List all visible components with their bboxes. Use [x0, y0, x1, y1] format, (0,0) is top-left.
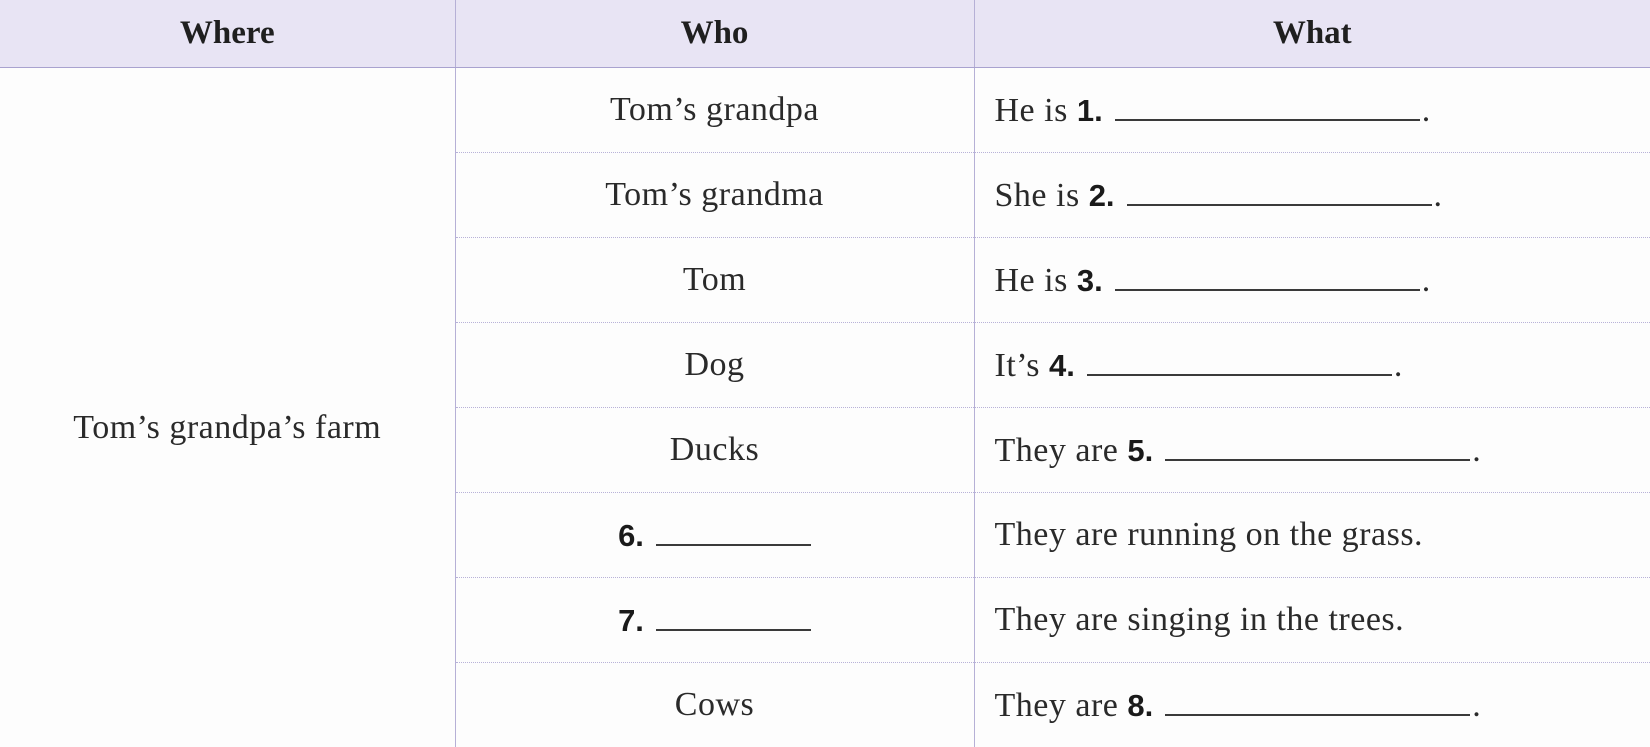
blank-number: 1.: [1077, 93, 1103, 128]
blank-number: 7.: [618, 603, 644, 638]
what-prefix: She is: [995, 177, 1080, 214]
answer-blank[interactable]: [1165, 431, 1470, 461]
sentence-period: .: [1422, 92, 1431, 129]
header-who: Who: [455, 0, 974, 68]
who-cell: Dog: [455, 323, 974, 408]
answer-blank[interactable]: [1115, 91, 1420, 121]
header-row: [0, 0, 1650, 68]
what-cell: [974, 663, 1650, 747]
what-prefix: It’s: [995, 347, 1040, 384]
blank-number: 8.: [1127, 688, 1153, 723]
blank-number: 2.: [1089, 178, 1115, 213]
who-blank-group: [618, 516, 811, 555]
sentence-period: .: [1434, 177, 1443, 214]
where-cell: Tom’s grandpa’s farm: [0, 68, 455, 747]
sentence-period: .: [1422, 262, 1431, 299]
header-what: What: [974, 0, 1650, 68]
what-prefix: They are: [995, 432, 1119, 469]
what-cell: [974, 238, 1650, 323]
answer-blank[interactable]: [1115, 261, 1420, 291]
what-cell: [974, 153, 1650, 238]
blank-number: 3.: [1077, 263, 1103, 298]
answer-blank[interactable]: [656, 516, 811, 546]
who-cell: Tom’s grandpa: [455, 68, 974, 153]
blank-number: 6.: [618, 518, 644, 553]
who-cell: Tom’s grandma: [455, 153, 974, 238]
who-cell: Cows: [455, 663, 974, 747]
answer-blank[interactable]: [1087, 346, 1392, 376]
who-blank-group: [618, 601, 811, 640]
what-cell: They are singing in the trees.: [974, 578, 1650, 663]
sentence-period: .: [1472, 687, 1481, 724]
who-cell: Tom: [455, 238, 974, 323]
sentence-period: .: [1472, 432, 1481, 469]
who-cell: Ducks: [455, 408, 974, 493]
blank-number: 4.: [1049, 348, 1075, 383]
sentence-period: .: [1394, 347, 1403, 384]
answer-blank[interactable]: [656, 601, 811, 631]
what-prefix: He is: [995, 262, 1068, 299]
who-cell: [455, 578, 974, 663]
what-prefix: They are: [995, 687, 1119, 724]
what-cell: [974, 323, 1650, 408]
table-row: [0, 68, 1650, 153]
answer-blank[interactable]: [1127, 176, 1432, 206]
answer-blank[interactable]: [1165, 686, 1470, 716]
who-cell: [455, 493, 974, 578]
what-cell: They are running on the grass.: [974, 493, 1650, 578]
header-where: Where: [0, 0, 455, 68]
what-cell: [974, 408, 1650, 493]
what-prefix: He is: [995, 92, 1068, 129]
blank-number: 5.: [1127, 433, 1153, 468]
what-cell: [974, 68, 1650, 153]
